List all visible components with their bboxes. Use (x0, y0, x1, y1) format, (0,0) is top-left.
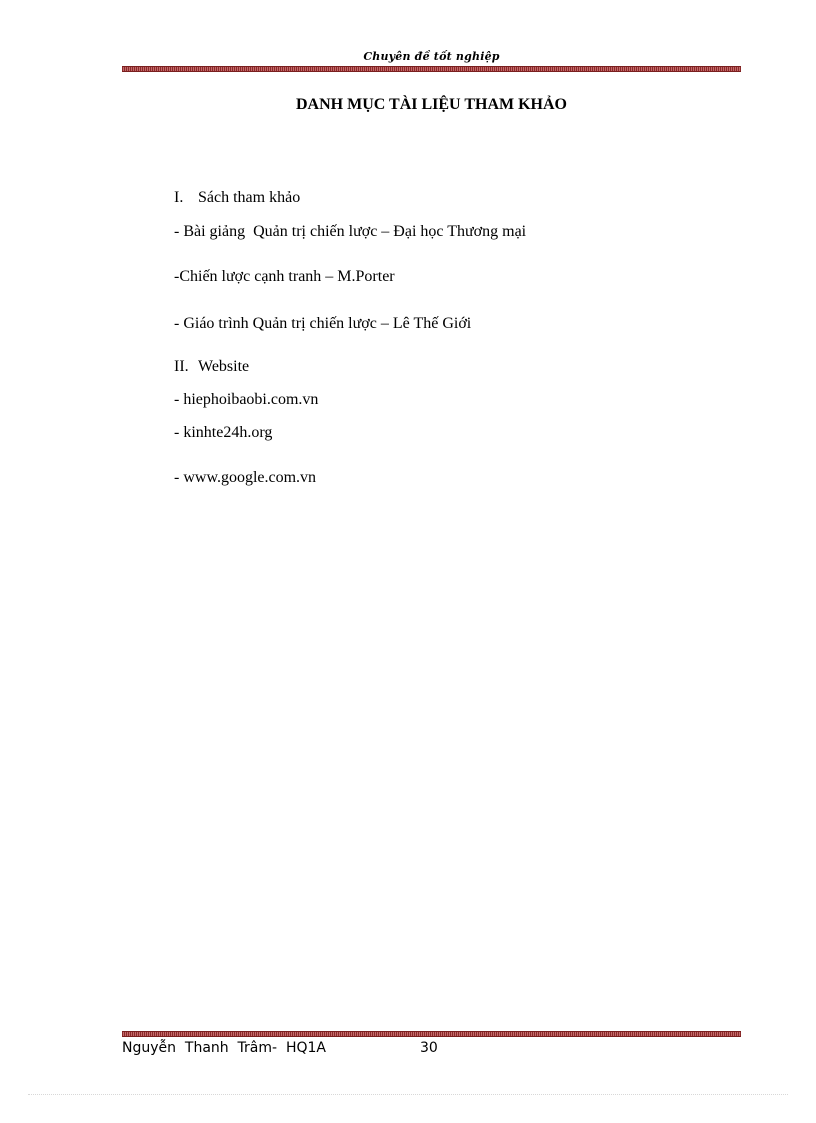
running-header: Chuyên đề tốt nghiệp (363, 50, 500, 63)
page-title: DANH MỤC TÀI LIỆU THAM KHẢO (296, 96, 567, 113)
page-bottom-edge (28, 1094, 788, 1095)
section-heading-text: Website (198, 358, 250, 375)
section-heading-websites (174, 358, 249, 376)
reference-item: - www.google.com.vn (174, 469, 317, 486)
reference-item: - Bài giảng Quản trị chiến lược – Đại học Thương mại (174, 223, 527, 240)
section-heading-books (174, 189, 300, 207)
section-heading-text: Sách tham khảo (198, 189, 301, 206)
header-divider (122, 66, 741, 72)
section-number: I. (174, 189, 184, 206)
footer-divider (122, 1031, 741, 1037)
reference-item: - Giáo trình Quản trị chiến lược – Lê Thế Giới (174, 315, 472, 332)
reference-item: - kinhte24h.org (174, 424, 273, 441)
reference-item: -Chiến lược cạnh tranh – M.Porter (174, 268, 395, 285)
footer-author: Nguyễn Thanh Trâm- HQ1A (122, 1040, 327, 1056)
section-number: II. (174, 358, 189, 375)
reference-item: - hiephoibaobi.com.vn (174, 391, 319, 408)
page-number: 30 (420, 1040, 438, 1056)
